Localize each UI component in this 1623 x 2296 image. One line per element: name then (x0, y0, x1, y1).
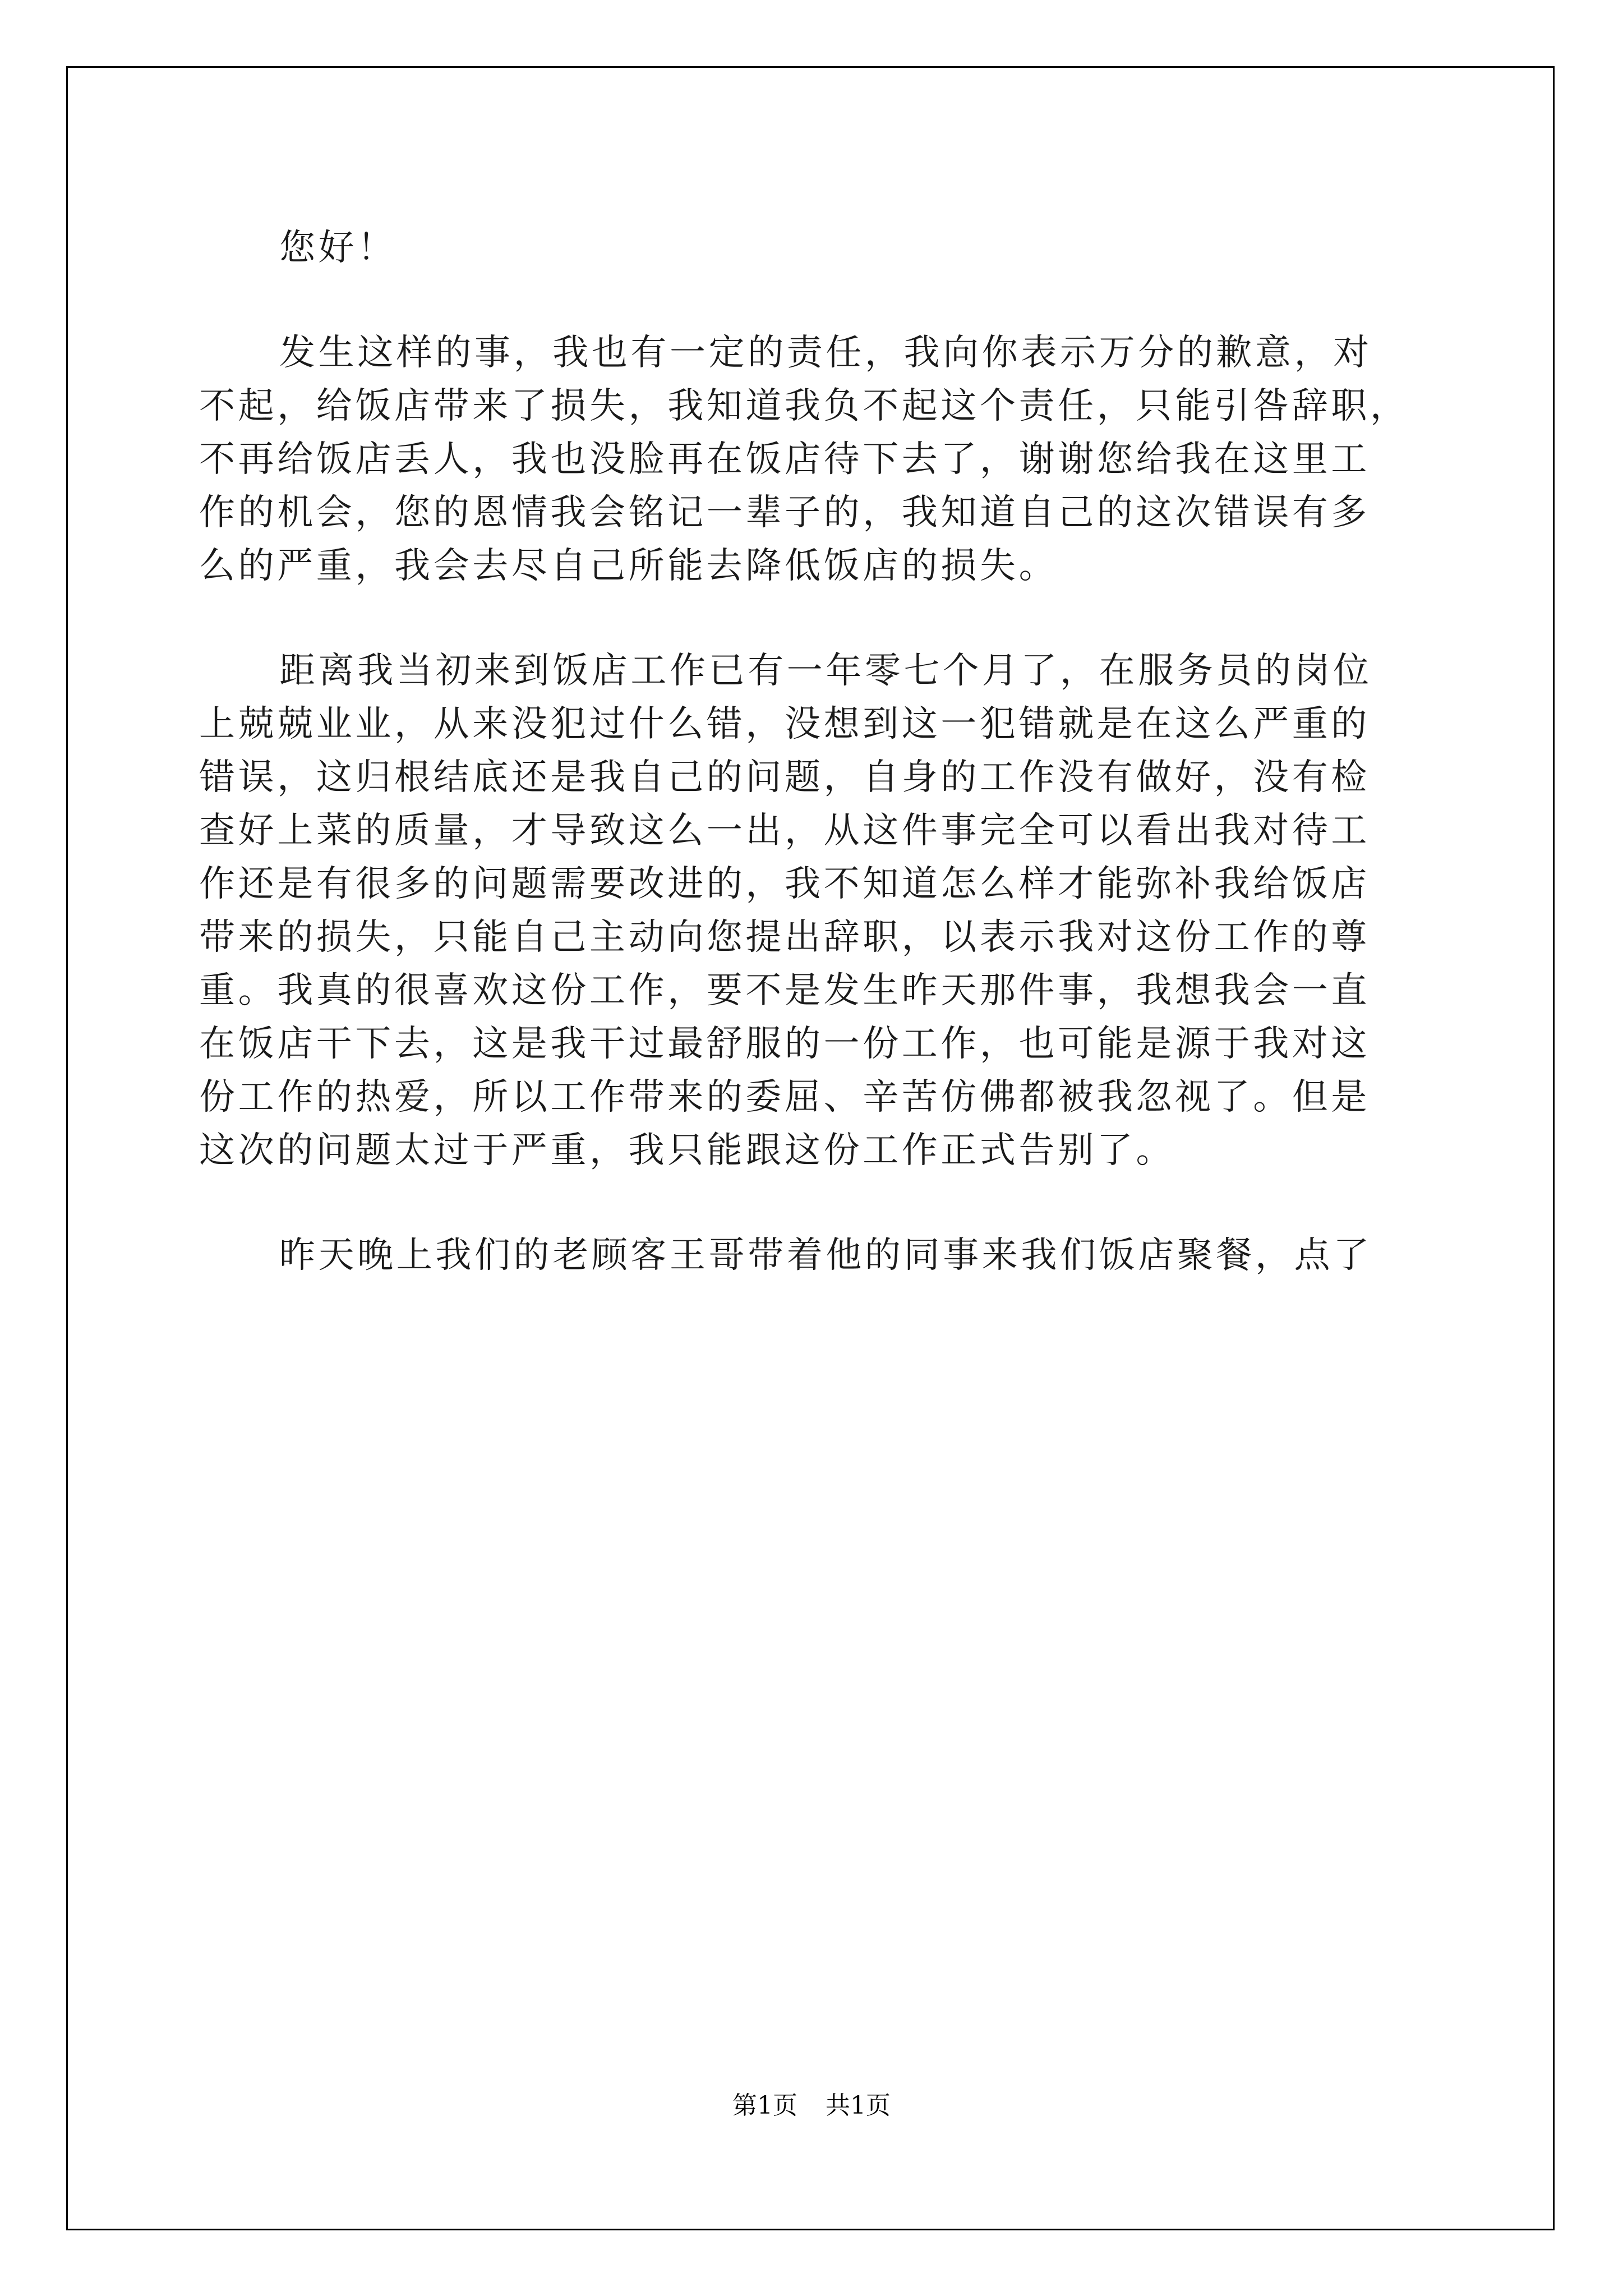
paragraph-2 (199, 645, 1461, 1177)
letter-body (199, 222, 1461, 1282)
paragraph-line: 作还是有很多的问题需要改进的，我不知道怎么样才能弥补我给饭店 (199, 863, 1370, 905)
paragraph-line: 上兢兢业业，从来没犯过什么错，没想到这一犯错就是在这么严重的 (199, 703, 1370, 745)
page-number: 第1页 (732, 2091, 797, 2120)
paragraph-line: 份工作的热爱，所以工作带来的委屈、辛苦仿佛都被我忽视了。但是 (199, 1076, 1370, 1118)
paragraph-line: 带来的损失，只能自己主动向您提出辞职，以表示我对这份工作的尊 (199, 917, 1370, 958)
paragraph-3 (199, 1229, 1461, 1282)
page-total: 共1页 (826, 2091, 891, 2120)
paragraph-line: 错误，这归根结底还是我自己的问题，自身的工作没有做好，没有检 (199, 757, 1370, 798)
paragraph-line: 么的严重，我会去尽自己所能去降低饭店的损失。 (199, 545, 1058, 587)
greeting: 您好！ (279, 227, 396, 269)
paragraph-line: 距离我当初来到饭店工作已有一年零七个月了，在服务员的岗位 (279, 650, 1372, 692)
paragraph-line: 查好上菜的质量，才导致这么一出，从这件事完全可以看出我对待工 (199, 810, 1370, 852)
paragraph-line: 在饭店干下去，这是我干过最舒服的一份工作，也可能是源于我对这 (199, 1023, 1370, 1065)
paragraph-line: 发生这样的事，我也有一定的责任，我向你表示万分的歉意，对 (279, 332, 1372, 374)
paragraph-line: 不再给饭店丢人，我也没脸再在饭店待下去了，谢谢您给我在这里工 (199, 439, 1370, 480)
paragraph-line: 不起，给饭店带来了损失，我知道我负不起这个责任，只能引咎辞职， (199, 385, 1409, 427)
paragraph-line: 昨天晚上我们的老顾客王哥带着他的同事来我们饭店聚餐，点了 (279, 1235, 1372, 1276)
paragraph-line: 重。我真的很喜欢这份工作，要不是发生昨天那件事，我想我会一直 (199, 970, 1370, 1011)
page-footer (0, 2085, 1623, 2121)
paragraph-line: 这次的问题太过于严重，我只能跟这份工作正式告别了。 (199, 1130, 1175, 1171)
paragraph-1 (199, 326, 1461, 593)
paragraph-line: 作的机会，您的恩情我会铭记一辈子的，我知道自己的这次错误有多 (199, 492, 1370, 533)
